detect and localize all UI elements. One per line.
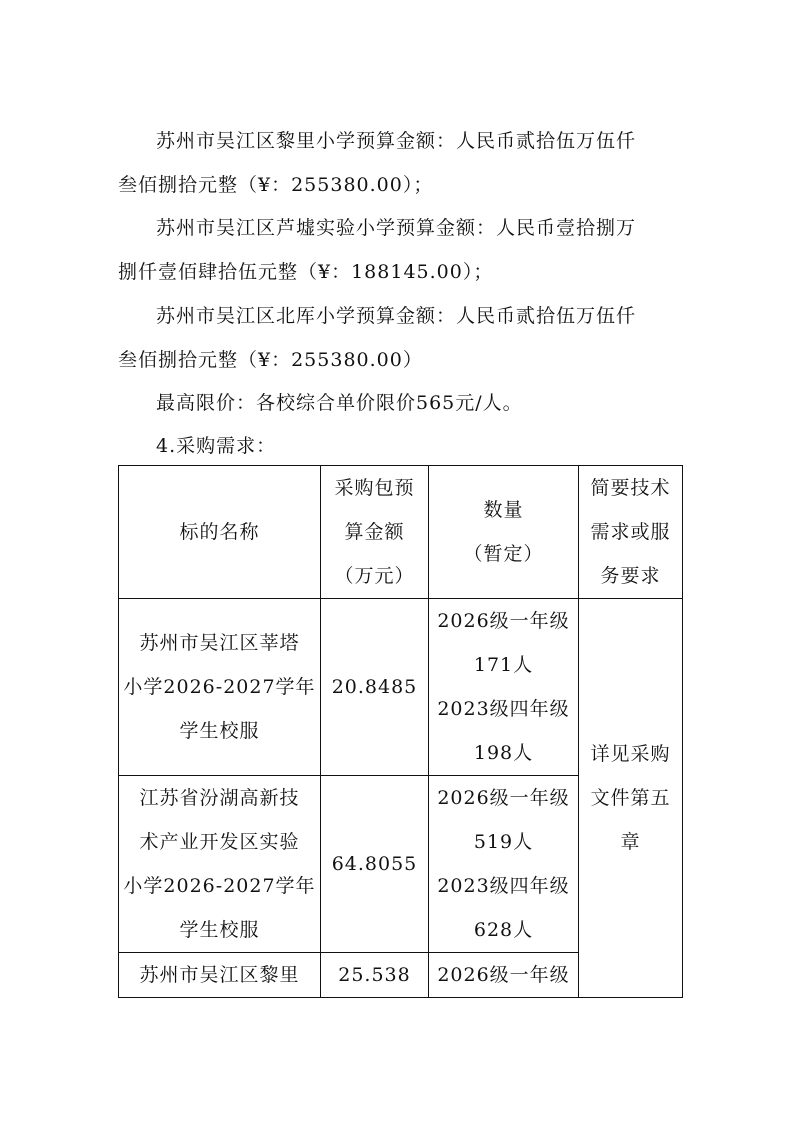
- paragraph-text: 苏州市吴江区北厍小学预算金额：人民币贰拾伍万伍仟: [156, 305, 637, 327]
- paragraph-text: 苏州市吴江区黎里小学预算金额：人民币贰拾伍万伍仟: [156, 130, 637, 152]
- section-heading-requirements: [118, 424, 683, 468]
- paragraph-price-limit: [118, 381, 683, 425]
- heading-text: 4.采购需求：: [156, 435, 277, 457]
- cell-budget: 20.8485: [321, 599, 429, 776]
- cell-quantity: 2026级一年级 519人 2023级四年级 628人: [429, 776, 579, 953]
- cell-budget: 64.8055: [321, 776, 429, 953]
- paragraph-budget-beishe: [118, 294, 683, 382]
- cell-item-name: 江苏省汾湖高新技 术产业开发区实验 小学2026-2027学年 学生校服: [119, 776, 321, 953]
- paragraph-text: 叁佰捌拾元整（¥：255380.00）；: [118, 174, 434, 196]
- cell-requirements-merged: 详见采购 文件第五 章: [579, 599, 683, 998]
- requirements-table: [118, 465, 683, 998]
- cell-quantity: 2026级一年级 171人 2023级四年级 198人: [429, 599, 579, 776]
- cell-quantity: 2026级一年级: [429, 953, 579, 998]
- paragraph-budget-lili: [118, 119, 683, 207]
- header-cell-quantity: 数量 （暂定）: [429, 466, 579, 599]
- paragraph-text: 苏州市吴江区芦墟实验小学预算金额：人民币壹拾捌万: [156, 217, 637, 239]
- header-cell-item-name: 标的名称: [119, 466, 321, 599]
- table-header-row: [119, 466, 683, 599]
- paragraph-text: 最高限价：各校综合单价限价565元/人。: [156, 392, 523, 414]
- header-cell-requirements: 简要技术 需求或服 务要求: [579, 466, 683, 599]
- header-cell-budget: 采购包预 算金额 （万元）: [321, 466, 429, 599]
- cell-item-name: 苏州市吴江区莘塔 小学2026-2027学年 学生校服: [119, 599, 321, 776]
- cell-item-name: 苏州市吴江区黎里: [119, 953, 321, 998]
- paragraph-text: 捌仟壹佰肆拾伍元整（¥：188145.00）；: [118, 261, 494, 283]
- table-row: [119, 599, 683, 776]
- paragraph-text: 叁佰捌拾元整（¥：255380.00）: [118, 349, 423, 371]
- paragraph-budget-luxu: [118, 206, 683, 294]
- cell-budget: 25.538: [321, 953, 429, 998]
